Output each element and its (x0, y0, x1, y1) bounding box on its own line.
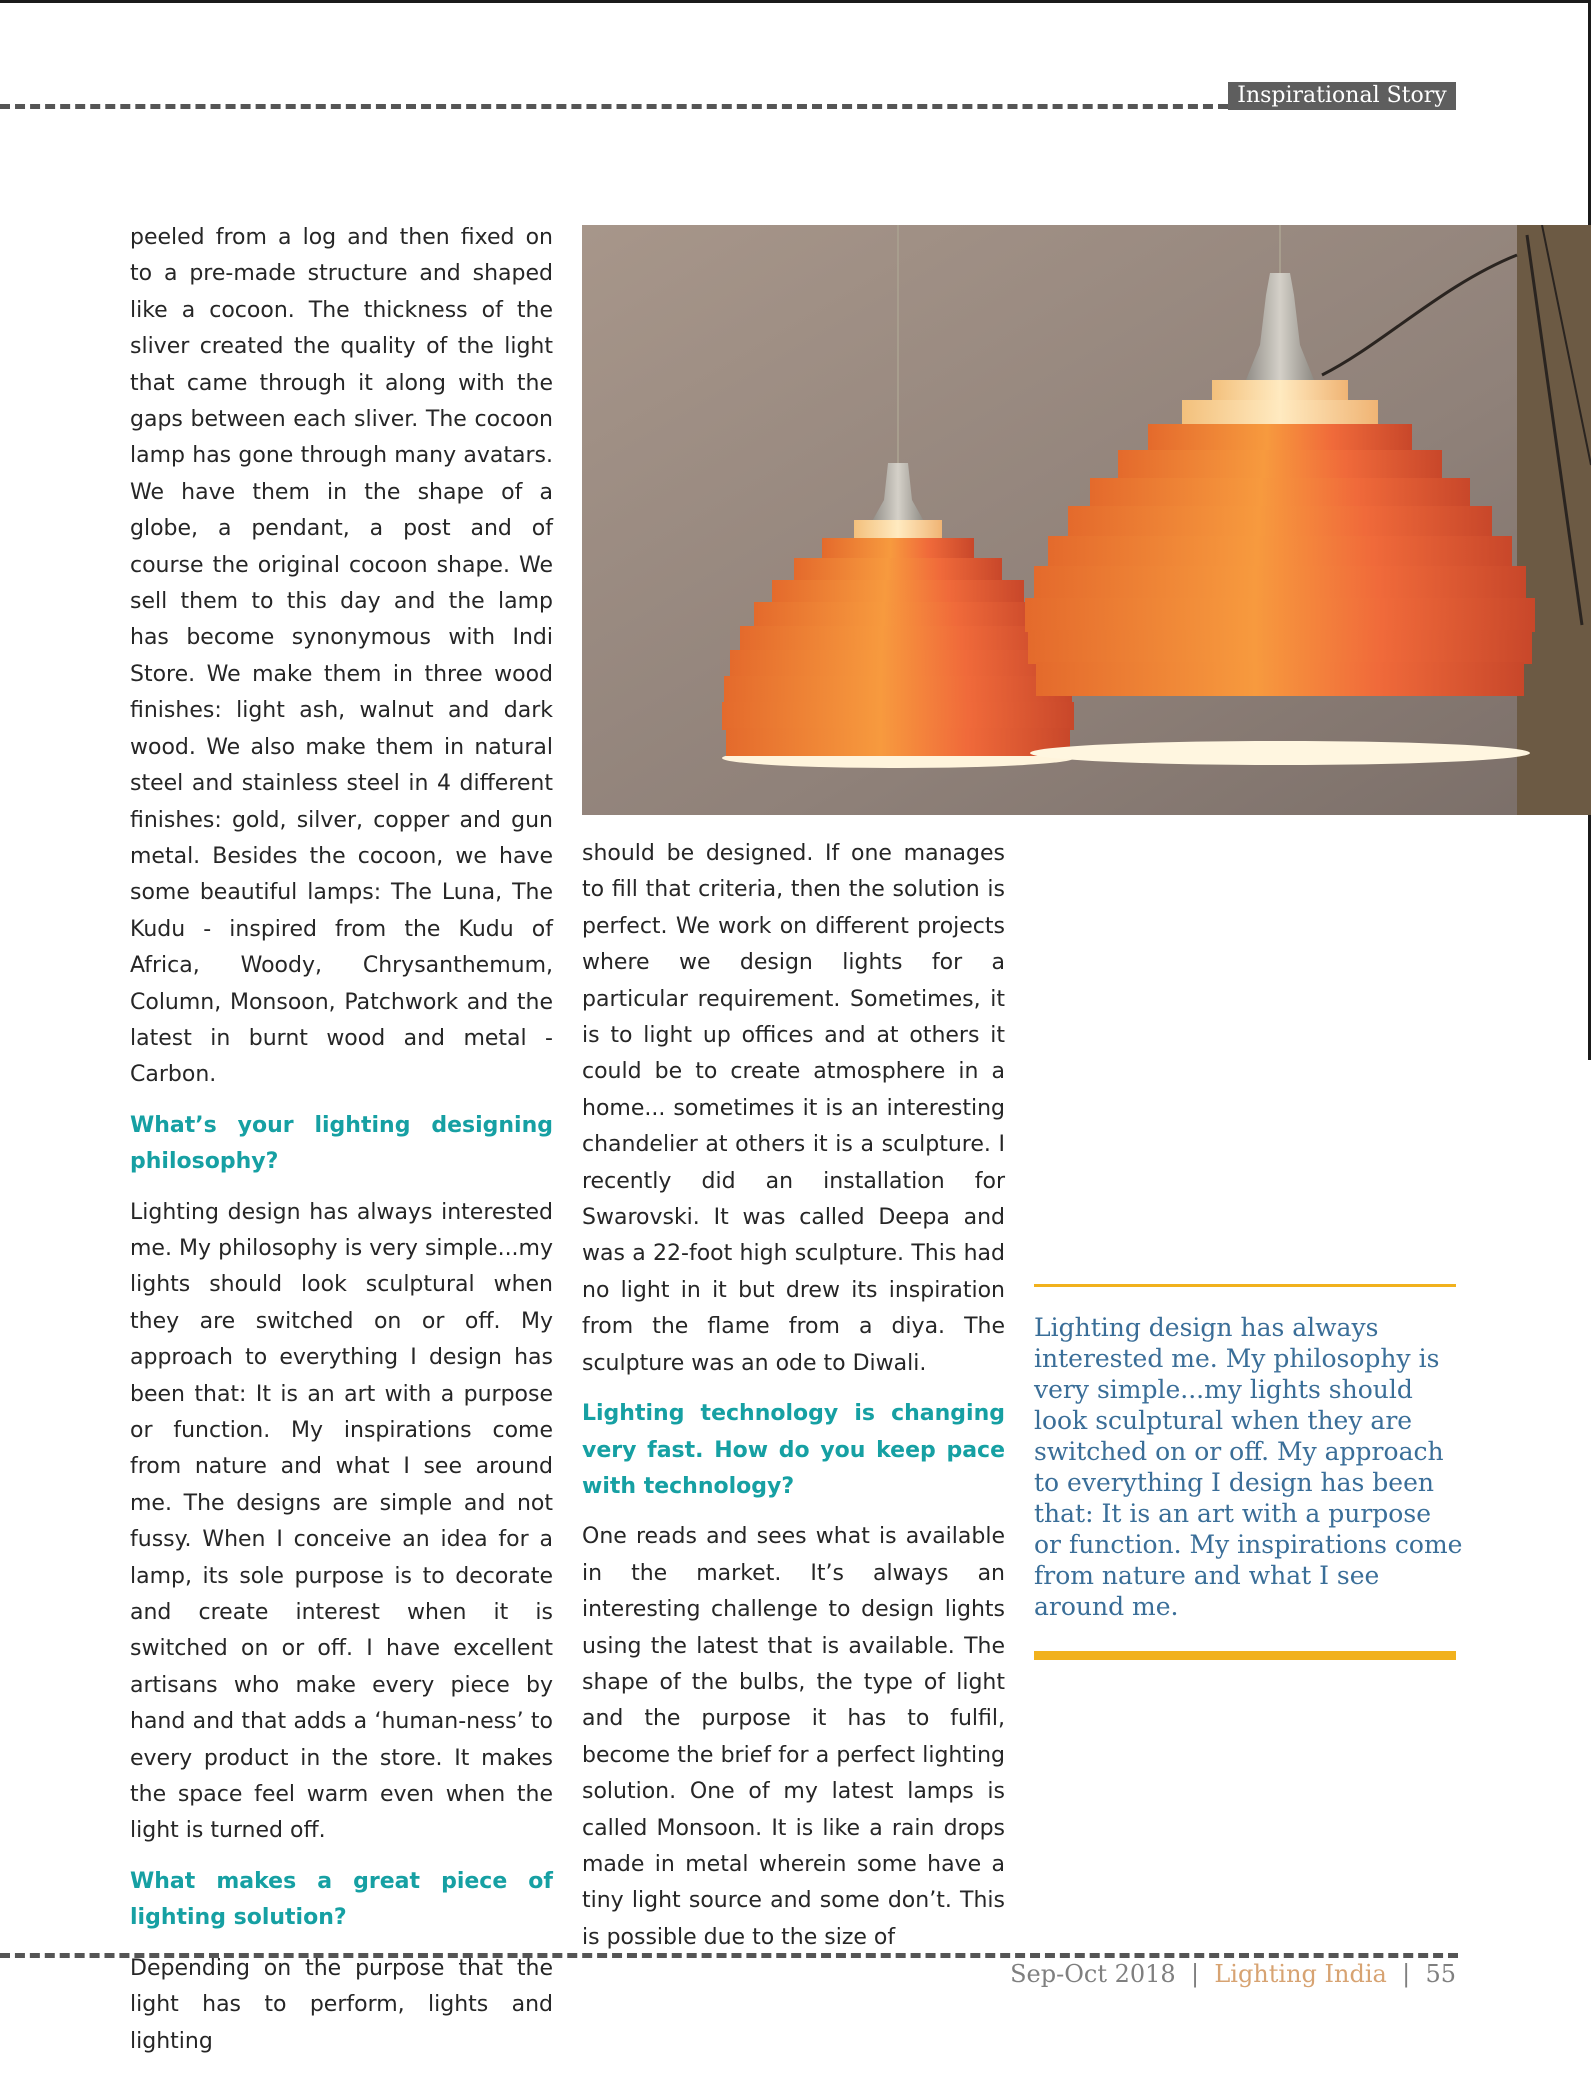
footer-separator: | (1402, 1960, 1411, 1988)
issue-date: Sep-Oct 2018 (1010, 1960, 1176, 1988)
pullquote: Lighting design has always interested me. My philosophy is very simple...my lights should look sculptural when they are switched on or off. My approach to everything I design has been that: It is an art with a purpose or function. My inspirations come from nature and what I see around me. (1034, 1313, 1463, 1621)
pullquote-top-rule (1034, 1284, 1456, 1287)
column2-paragraph-1: should be designed. If one manages to fill that criteria, then the solution is perfect. We work on different projects where we design lights for a particular requirement. Sometimes, it is to light up offices and at others it could be to create atmosphere in a home... sometimes it is an interesting chandelier at others it is a sculpture. I recently did an installation for Swarovski. It was called Deepa and was a 22-foot high sculpture. This had no light in it but drew its inspiration from the flame from a diya. The sculpture was an ode to Diwali. (582, 841, 1005, 1376)
top-border (0, 0, 1591, 3)
section-tag: Inspirational Story (1228, 82, 1456, 110)
article-column-1 (130, 220, 553, 2074)
column1-paragraph-3: Depending on the purpose that the light has to perform, lights and lighting (130, 1955, 553, 2054)
question-heading-technology: Lighting technology is changing very fast. How do you keep pace with technology? (582, 1401, 1005, 1499)
pullquote-bottom-rule (1034, 1651, 1456, 1660)
footer-separator: | (1190, 1960, 1200, 1988)
question-heading-great-lighting: What makes a great piece of lighting solution? (130, 1868, 553, 1931)
magazine-name: Lighting India (1214, 1960, 1387, 1988)
page-footer (1010, 1958, 1456, 1990)
page-number: 55 (1425, 1960, 1456, 1988)
column2-paragraph-2: One reads and sees what is available in the market. It’s always an interesting challenge to design lights using the latest that is available. The shape of the bulbs, the type of light and the purpose it has to fulfil, become the brief for a perfect lighting solution. One of my latest lamps is called Monsoon. It is like a rain drops made in metal wherein some have a tiny light source and some don’t. This is possible due to the size of (582, 1524, 1005, 1950)
article-column-2 (582, 836, 1005, 1970)
question-heading-philosophy: What’s your lighting designing philosophy? (130, 1112, 553, 1175)
column1-paragraph-1: peeled from a log and then fixed on to a pre-made structure and shaped like a cocoon. The thickness of the sliver created the quality of the light that came through it along with the gaps between each sliver. The cocoon lamp has gone through many avatars. We have them in the shape of a globe, a pendant, a post and of course the original cocoon shape. We sell them to this day and the lamp has become synonymous with Indi Store. We make them in three wood finishes: light ash, walnut and dark wood. We also make them in natural steel and stainless steel in 4 different finishes: gold, silver, copper and gun metal. Besides the cocoon, we have some beautiful lamps: The Luna, The Kudu - inspired from the Kudu of Africa, Woody, Chrysanthemum, Column, Monsoon, Patchwork and the latest in burnt wood and metal - Carbon. (130, 225, 553, 1088)
pendant-lamps-photo (582, 225, 1591, 815)
column1-paragraph-2: Lighting design has always interested me. My philosophy is very simple...my lights should look sculptural when they are switched on or off. My approach to everything I design has been that: It is an art with a purpose or function. My inspirations come from nature and what I see around me. The designs are simple and not fussy. When I conceive an idea for a lamp, its sole purpose is to decorate and create interest when it is switched on or off. I have excellent artisans who make every piece by hand and that adds a ‘human-ness’ to every product in the store. It makes the space feel warm even when the light is turned off. (130, 1199, 553, 1844)
header-dashed-rule (0, 104, 1228, 109)
